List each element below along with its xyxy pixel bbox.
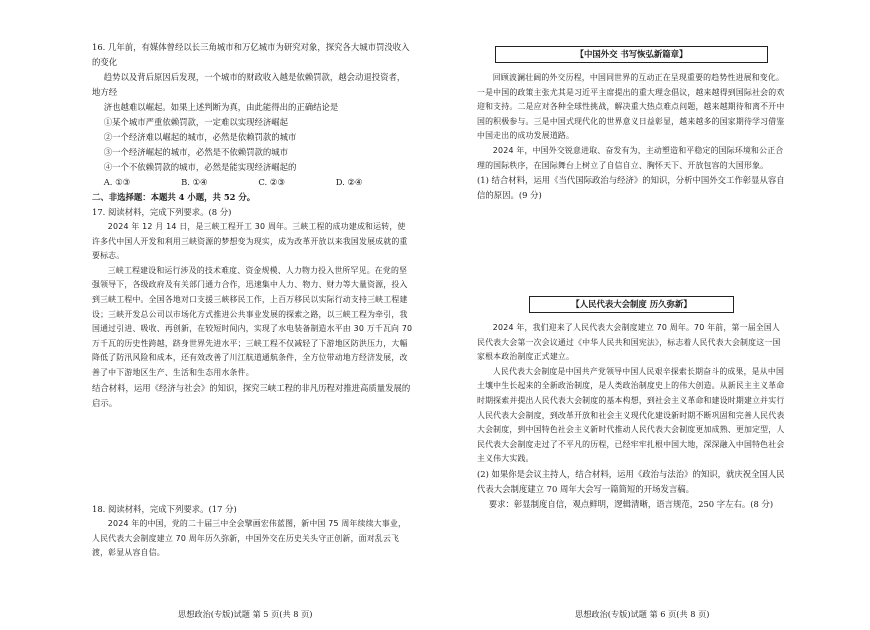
q16-option-c: C. ②③ bbox=[258, 177, 285, 187]
q18-part2-writing-requirement: 要求：彰显制度自信，观点鲜明，逻辑清晰，语言规范，250 字左右。(8 分) bbox=[488, 498, 774, 509]
diplomacy-para2: 2024 年，中国外交锐意进取、奋发有为，主动塑造和平稳定的国际环境和公正合理的国际秩序，在国际舞台上树立了自信自立、胸怀天下、开放包容的大国形象。 bbox=[477, 145, 784, 170]
q16-item-1: ①某个城市严重依赖罚款，一定难以实现经济崛起 bbox=[103, 117, 288, 127]
q16-item-4: ④一个不依赖罚款的城市，必然是能实现经济崛起的 bbox=[103, 162, 297, 172]
q16-option-a: A. ①③ bbox=[103, 177, 131, 187]
q16-item-2: ②一个经济难以崛起的城市，必然是依赖罚款的城市 bbox=[103, 132, 297, 142]
q16-stem-line3: 济也越难以崛起。如果上述判断为真，由此能得出的正确结论是 bbox=[103, 102, 339, 112]
q16-stem-line2: 趋势以及背后原因后发现，一个城市的财政收入越是依赖罚款，越会动退投资者，地方经 bbox=[92, 72, 406, 97]
section-2-heading: 二、非选择题：本题共 4 小题，共 52 分。 bbox=[92, 192, 256, 202]
section-title-npc-system: 【人民代表大会制度 历久弥新】 bbox=[529, 296, 734, 313]
page-6-footer: 思想政治(专版)试题 第 6 页(共 8 页) bbox=[575, 609, 710, 619]
page-6 bbox=[435, 0, 870, 630]
q17-title: 17. 阅读材料，完成下列要求。(8 分) bbox=[92, 207, 232, 217]
q18-part1-requirement: (1) 结合材料，运用《当代国际政治与经济》的知识，分析中国外交工作彰显从容自信的原因。(9 分) bbox=[477, 175, 785, 201]
q16-options bbox=[92, 175, 413, 190]
q16-stem-line1: 16. 几年前，有媒体曾经以长三角城市和万亿城市为研究对象，探究各大城市罚没收入的变化 bbox=[92, 42, 410, 67]
page-5-footer: 思想政治(专版)试题 第 5 页(共 8 页) bbox=[178, 609, 313, 619]
q16-option-b: B. ①④ bbox=[181, 177, 208, 187]
q17-material-para1: 2024 年 12 月 14 日，是三峡工程开工 30 周年。三峡工程的成功建成和运转，使许多代中国人开发和利用三峡资源的梦想变为现实，成为改革开放以来我国发展成就的重要标志。 bbox=[92, 222, 408, 261]
q17-material-para2: 三峡工程建设和运行涉及的技术难度、资金规模、人力物力投入世所罕见。在党的坚强领导下，各级政府及有关部门通力合作，迅速集中人力、物力、财力等大量资源，投入到三峡工程中。全国各地对口支援三峡移民工作，上百万移民以实际行动支持三峡工程建设；三峡开发总公司以市场化方式推进公共事业发展的探索之路，以三峡工程为牵引，我国通过引进、吸收、再创新，在较短时间内，实现了水电装备制造水平由 30 万千瓦向 70 万千瓦的历史性跨越，跻身世界先进水平；三峡工程不仅减轻了下游地区防洪压力，大幅降低了防汛风险和成本，还有效改善了川江航道通航条件，全方位带动地方经济发展，改善了中下游地区生产、生活和生态用水条件。 bbox=[92, 265, 413, 377]
q17-requirement: 结合材料，运用《经济与社会》的知识，探究三峡工程的非凡历程对推进高质量发展的启示。 bbox=[92, 382, 411, 408]
diplomacy-para1: 回顾波澜壮阔的外交历程，中国同世界的互动正在呈现重要的趋势性进展和变化。一是中国的政策主张尤其是习近平主席提出的重大理念倡议，越来越得到国际社会的欢迎和支持。二是应对各种全球性挑战，解决重大热点难点问题，越来越期待和离不开中国的积极参与。三是中国式现代化的世界意义日益彰显，越来越多的国家期待学习借鉴中国走出的成功发展道路。 bbox=[477, 73, 785, 141]
q18-title: 18. 阅读材料，完成下列要求。(17 分) bbox=[92, 504, 237, 514]
q18-part2-requirement: (2) 如果你是会议主持人，结合材料，运用《政治与法治》的知识，就庆祝全国人民代表大会制度建立 70 周年大会写一篇简短的开场发言稿。 bbox=[477, 468, 785, 494]
npc-para1: 2024 年，我们迎来了人民代表大会制度建立 70 周年。70 年前，第一届全国人民代表大会第一次会议通过《中华人民共和国宪法》，标志着人民代表大会制度这一国家根本政治制度正式建立。 bbox=[477, 323, 781, 362]
npc-para2: 人民代表大会制度是中国共产党领导中国人民艰辛探索长期奋斗的成果，是从中国土壤中生长起来的全新政治制度，是人类政治制度史上的伟大创造。从新民主主义革命时期探索并提出人民代表大会制度的基本构想，到社会主义革命和建设时期建立并实行人民代表大会制度，到改革开放和社会主义现代化建设新时期不断巩固和完善人民代表大会制度，到中国特色社会主义新时代推动人民代表大会制度更加成熟、更加定型，人民代表大会制度走过了不平凡的历程，已经牢牢扎根中国大地，深深融入中国特色社会主义伟大实践。 bbox=[477, 366, 785, 464]
q16-option-d: D. ②④ bbox=[335, 177, 363, 187]
q18-material: 2024 年的中国，党的二十届三中全会擘画宏伟蓝图，新中国 75 周年续续大事业，人民代表大会制度建立 70 周年历久弥新，中国外交在历史关头守正创新，面对乱云飞渡，彰显从容自信。 bbox=[92, 519, 407, 558]
q16-item-3: ③一个经济崛起的城市，必然是不依赖罚款的城市 bbox=[103, 147, 288, 157]
section-title-china-diplomacy: 【中国外交 书写恢弘新篇章】 bbox=[495, 46, 768, 63]
